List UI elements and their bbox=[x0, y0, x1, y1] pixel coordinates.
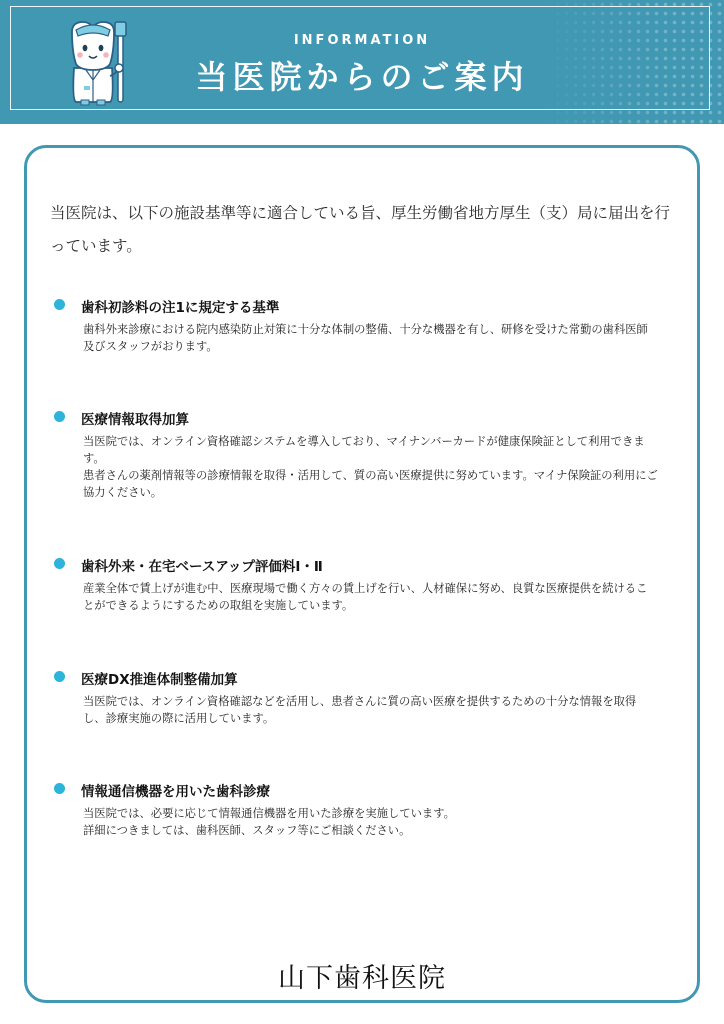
section-line: 詳細につきましては、歯科医師、スタッフ等にご相談ください。 bbox=[83, 824, 411, 837]
bullet-icon bbox=[54, 411, 65, 422]
section-line: 当医院では、オンライン資格確認などを活用し、患者さんに質の高い医療を提供するための十分な情報を取得し、診療実施の際に活用しています。 bbox=[83, 695, 637, 725]
bullet-icon bbox=[54, 299, 65, 310]
section-line: 当医院では、必要に応じて情報通信機器を用いた診療を実施しています。 bbox=[83, 807, 455, 820]
page-title: 当医院からのご案内 bbox=[195, 58, 529, 96]
section-body bbox=[83, 433, 658, 501]
clinic-name: 山下歯科医院 bbox=[278, 963, 446, 994]
section-line: 当医院では、オンライン資格確認システムを導入しており、マイナンバーカードが健康保険証として利用できます。 bbox=[83, 435, 645, 465]
header-eyebrow: INFORMATION bbox=[293, 33, 431, 48]
section-title: 医療情報取得加算 bbox=[81, 412, 189, 428]
section-body bbox=[83, 693, 658, 727]
bullet-icon bbox=[54, 671, 65, 682]
header-banner bbox=[0, 0, 724, 124]
section-title: 医療DX推進体制整備加算 bbox=[81, 672, 238, 688]
section-title: 歯科初診料の注1に規定する基準 bbox=[81, 300, 280, 316]
section-line: 歯科外来診療における院内感染防止対策に十分な体制の整備、十分な機器を有し、研修を受けた常勤の歯科医師及びスタッフがおります。 bbox=[83, 323, 648, 353]
section-body bbox=[83, 580, 658, 614]
bullet-icon bbox=[54, 783, 65, 794]
intro-text: 当医院は、以下の施設基準等に適合している旨、厚生労働省地方厚生（支）局に届出を行っています。 bbox=[50, 204, 671, 255]
section-title: 情報通信機器を用いた歯科診療 bbox=[81, 784, 270, 800]
section-title: 歯科外来・在宅ベースアップ評価料Ⅰ・Ⅱ bbox=[81, 559, 323, 575]
bullet-icon bbox=[54, 558, 65, 569]
section-body bbox=[83, 321, 658, 355]
section-line: 産業全体で賃上げが進む中、医療現場で働く方々の賃上げを行い、人材確保に努め、良質な医療提供を続けることができるようにするための取組を実施しています。 bbox=[83, 582, 648, 612]
section-body bbox=[83, 805, 658, 839]
section-line: 患者さんの薬剤情報等の診療情報を取得・活用して、質の高い医療提供に努めています。マイナ保険証の利用にご協力ください。 bbox=[83, 469, 658, 499]
